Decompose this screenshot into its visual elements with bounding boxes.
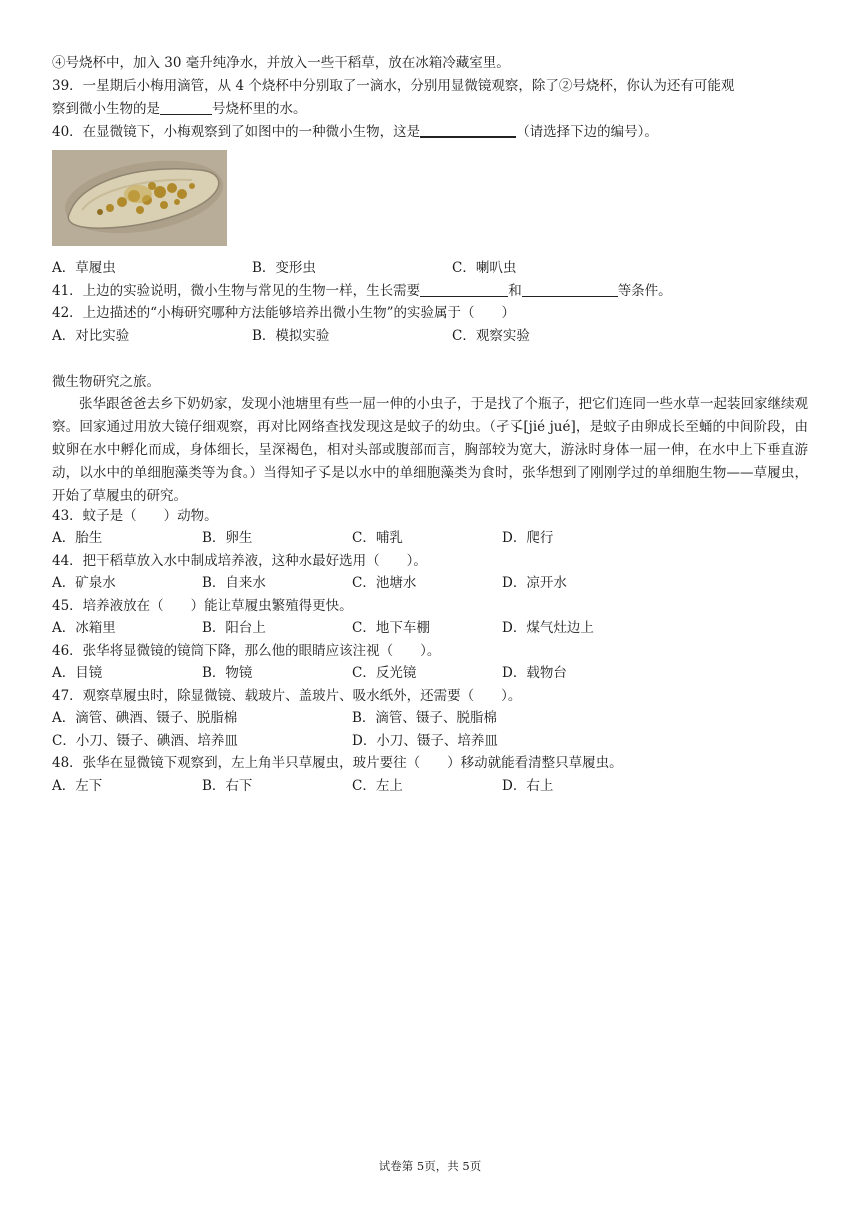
q42-option-a[interactable]: A．对比实验 <box>52 328 130 344</box>
q40-option-a[interactable]: A．草履虫 <box>52 260 116 276</box>
q48-option-d[interactable]: D．右上 <box>502 778 554 794</box>
q41-text-mid: 和 <box>508 283 522 299</box>
q40-option-c[interactable]: C．喇叭虫 <box>452 260 517 276</box>
q47-option-d[interactable]: D．小刀、镊子、培养皿 <box>352 733 498 749</box>
q39-text-pre: 察到微小生物的是 <box>52 101 160 117</box>
q39-text-post: 号烧杯里的水。 <box>212 101 307 117</box>
q47-option-c[interactable]: C．小刀、镊子、碘酒、培养皿 <box>52 733 238 749</box>
q39-answer-blank[interactable] <box>160 100 212 115</box>
q46-option-b[interactable]: B．物镜 <box>202 665 253 681</box>
q43-option-c[interactable]: C．哺乳 <box>352 530 403 546</box>
q40-line <box>52 121 812 143</box>
q43-option-b[interactable]: B．卵生 <box>202 530 253 546</box>
q44-option-a[interactable]: A．矿泉水 <box>52 575 116 591</box>
q46-option-d[interactable]: D．载物台 <box>502 665 567 681</box>
q48-option-c[interactable]: C．左上 <box>352 778 403 794</box>
reading-passage: 张华跟爸爸去乡下奶奶家，发现小池塘里有些一屈一伸的小虫子，于是找了个瓶子，把它们连同一些水草一起装回家继续观察。回家通过用放大镜仔细观察，再对比网络查找发现这是蚊子的幼虫。（孑孓[jié jué]，是蚊子由卵成长至蛹的中间阶段，由蚊卵在水中孵化而成，身体细长，呈深褐色，相对头部或腹部而言，胸部较为宽大，游泳时身体一屈一伸，在水中上下垂直游动，以水中的单细胞藻类等为食。）当得知孑孓是以水中的单细胞藻类为食时，张华想到了刚刚学过的单细胞生物——草履虫，开始了草履虫的研究。 <box>52 396 808 504</box>
q39-line2 <box>52 98 812 120</box>
q42-option-c[interactable]: C．观察实验 <box>452 328 530 344</box>
q45-option-d[interactable]: D．煤气灶边上 <box>502 620 594 636</box>
paramecium-figure <box>52 150 227 246</box>
q43-option-a[interactable]: A．胎生 <box>52 530 103 546</box>
q45-option-c[interactable]: C．地下车棚 <box>352 620 430 636</box>
q46-line: 46．张华将显微镜的镜筒下降，那么他的眼睛应该注视（ ）。 <box>52 643 441 659</box>
q48-option-b[interactable]: B．右下 <box>202 778 253 794</box>
q45-line: 45．培养液放在（ ）能让草履虫繁殖得更快。 <box>52 598 353 614</box>
q41-line <box>52 280 812 302</box>
q43-option-d[interactable]: D．爬行 <box>502 530 554 546</box>
q41-answer-blank-2[interactable] <box>522 282 618 297</box>
q47-line: 47．观察草履虫时，除显微镜、载玻片、盖玻片、吸水纸外，还需要（ ）。 <box>52 688 522 704</box>
q45-option-a[interactable]: A．冰箱里 <box>52 620 116 636</box>
q41-answer-blank-1[interactable] <box>420 282 508 297</box>
q40-option-b[interactable]: B．变形虫 <box>252 260 316 276</box>
q46-option-a[interactable]: A．目镜 <box>52 665 103 681</box>
q43-line: 43．蚊子是（ ）动物。 <box>52 508 218 524</box>
q48-option-a[interactable]: A．左下 <box>52 778 103 794</box>
q38-continuation: ④号烧杯中，加入 30 毫升纯净水，并放入一些干稻草，放在冰箱冷藏室里。 <box>52 55 510 71</box>
q41-text-post: 等条件。 <box>617 283 672 299</box>
q44-line: 44．把干稻草放入水中制成培养液，这种水最好选用（ ）。 <box>52 553 427 569</box>
q45-option-b[interactable]: B．阳台上 <box>202 620 266 636</box>
q42-option-b[interactable]: B．模拟实验 <box>252 328 330 344</box>
q40-answer-blank[interactable] <box>420 122 516 138</box>
q40-text-pre: 40．在显微镜下，小梅观察到了如图中的一种微小生物，这是 <box>52 124 421 140</box>
q44-option-d[interactable]: D．凉开水 <box>502 575 567 591</box>
q48-line: 48．张华在显微镜下观察到，左上角半只草履虫，玻片要往（ ）移动就能看清整只草履虫。 <box>52 755 623 771</box>
q44-option-c[interactable]: C．池塘水 <box>352 575 417 591</box>
page-footer: 试卷第 5页，共 5页 <box>378 1159 482 1173</box>
q44-option-b[interactable]: B．自来水 <box>202 575 266 591</box>
q42-line: 42．上边描述的“小梅研究哪种方法能够培养出微小生物”的实验属于（ ） <box>52 305 515 321</box>
q40-text-post: （请选择下边的编号）。 <box>516 124 658 140</box>
paramecium-micrograph-icon <box>52 150 227 246</box>
q47-option-b[interactable]: B．滴管、镊子、脱脂棉 <box>352 710 497 726</box>
q46-option-c[interactable]: C．反光镜 <box>352 665 417 681</box>
q39-line1: 39．一星期后小梅用滴管，从 4 个烧杯中分别取了一滴水，分别用显微镜观察，除了②号烧杯，你认为还有可能观 <box>52 78 735 94</box>
q41-text-pre: 41．上边的实验说明，微小生物与常见的生物一样，生长需要 <box>52 283 421 299</box>
section-title: 微生物研究之旅。 <box>52 374 160 390</box>
q47-option-a[interactable]: A．滴管、碘酒、镊子、脱脂棉 <box>52 710 238 726</box>
